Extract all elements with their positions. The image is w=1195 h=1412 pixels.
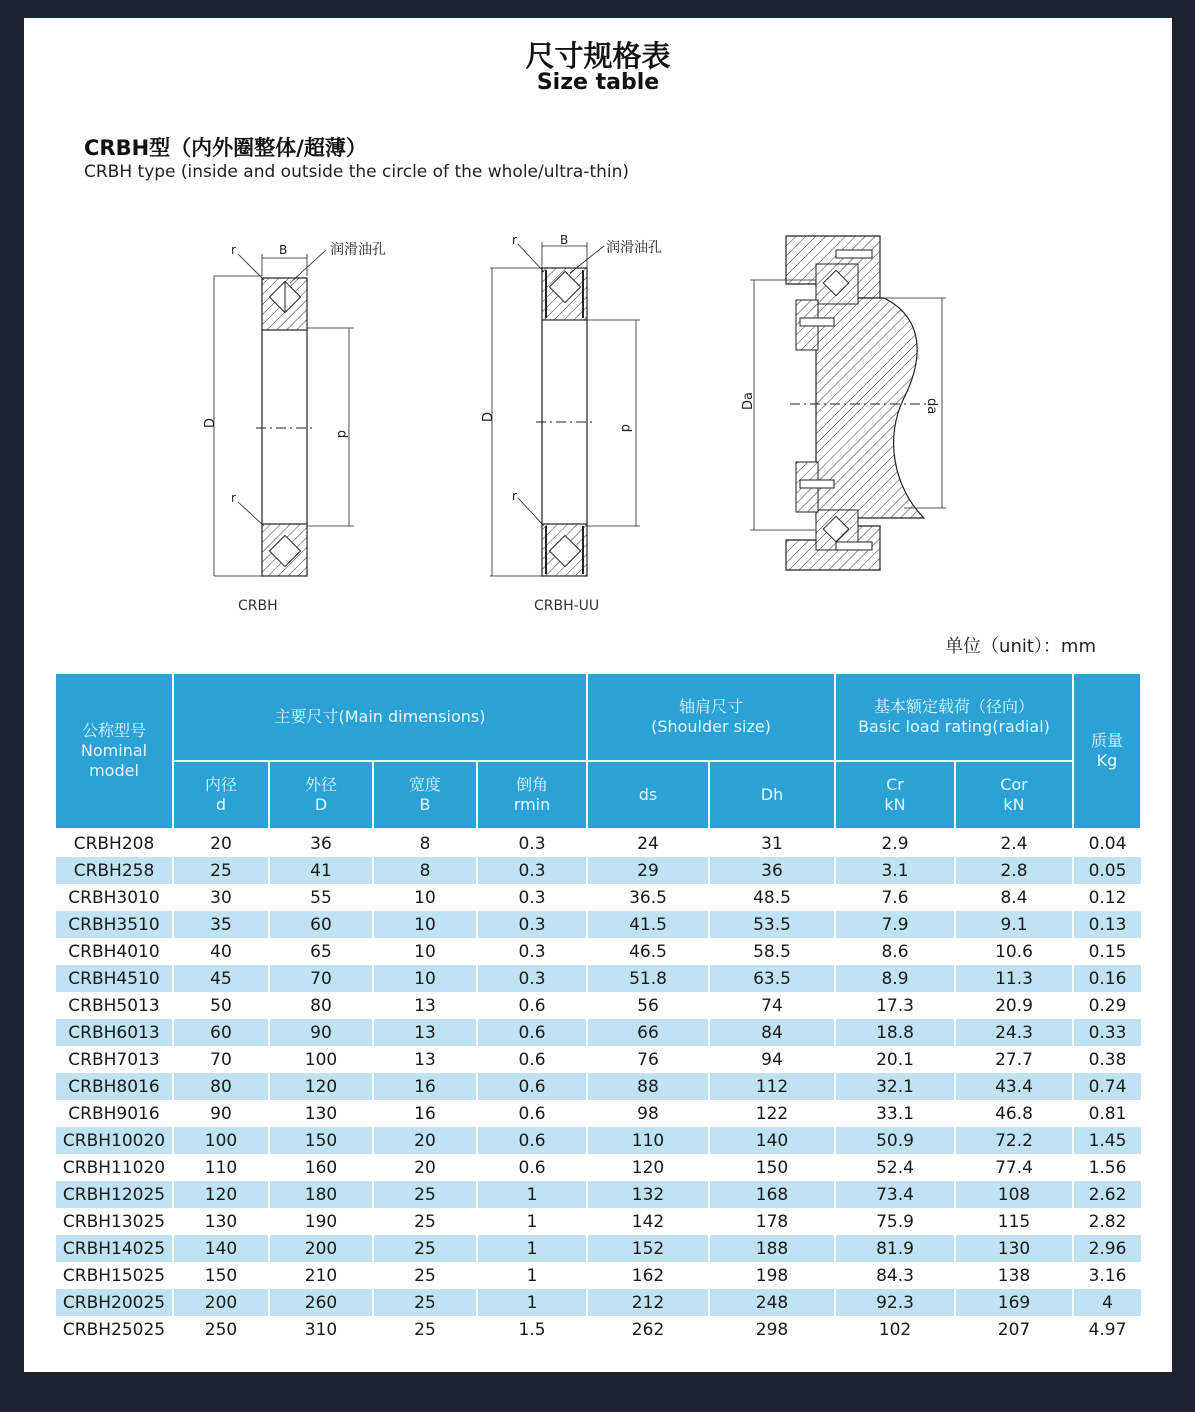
header-shoulder-size bbox=[587, 673, 835, 761]
cell-B: 13 bbox=[373, 1019, 477, 1046]
cell-ds: 76 bbox=[587, 1046, 709, 1073]
cell-B: 25 bbox=[373, 1289, 477, 1316]
cell-mass: 0.74 bbox=[1073, 1073, 1141, 1100]
cell-d: 250 bbox=[173, 1316, 269, 1343]
cell-rmin: 0.6 bbox=[477, 1154, 587, 1181]
cell-mass: 3.16 bbox=[1073, 1262, 1141, 1289]
cell-Cr: 81.9 bbox=[835, 1235, 955, 1262]
cell-rmin: 0.3 bbox=[477, 829, 587, 857]
header-main-dimensions: 主要尺寸(Main dimensions) bbox=[173, 673, 587, 761]
cell-mass: 1.45 bbox=[1073, 1127, 1141, 1154]
cell-ds: 142 bbox=[587, 1208, 709, 1235]
cell-D: 55 bbox=[269, 884, 373, 911]
cell-rmin: 1.5 bbox=[477, 1316, 587, 1343]
cell-model: CRBH258 bbox=[55, 857, 173, 884]
crbh-b-label: B bbox=[279, 243, 288, 257]
cell-mass: 2.96 bbox=[1073, 1235, 1141, 1262]
cell-rmin: 0.3 bbox=[477, 884, 587, 911]
cell-model: CRBH208 bbox=[55, 829, 173, 857]
cell-ds: 98 bbox=[587, 1100, 709, 1127]
header-mass-cn: 质量 bbox=[1090, 731, 1123, 750]
cell-mass: 0.38 bbox=[1073, 1046, 1141, 1073]
cell-Dh: 150 bbox=[709, 1154, 835, 1181]
header-load-en: Basic load rating(radial) bbox=[858, 717, 1050, 736]
table-row bbox=[55, 992, 1141, 1019]
cell-d: 45 bbox=[173, 965, 269, 992]
cell-Dh: 63.5 bbox=[709, 965, 835, 992]
cell-Dh: 84 bbox=[709, 1019, 835, 1046]
cell-Dh: 140 bbox=[709, 1127, 835, 1154]
cell-Cr: 102 bbox=[835, 1316, 955, 1343]
header-Cor-unit: kN bbox=[1003, 795, 1025, 814]
table-row bbox=[55, 829, 1141, 857]
cell-model: CRBH3010 bbox=[55, 884, 173, 911]
cell-ds: 132 bbox=[587, 1181, 709, 1208]
header-Cr-unit: kN bbox=[884, 795, 906, 814]
cell-d: 50 bbox=[173, 992, 269, 1019]
crbh-caption: CRBH bbox=[238, 598, 278, 614]
cell-d: 25 bbox=[173, 857, 269, 884]
cell-model: CRBH12025 bbox=[55, 1181, 173, 1208]
crbh-drawing bbox=[214, 250, 354, 576]
cell-rmin: 0.3 bbox=[477, 938, 587, 965]
crbh-D-label: D bbox=[203, 417, 218, 428]
cell-D: 260 bbox=[269, 1289, 373, 1316]
cell-D: 70 bbox=[269, 965, 373, 992]
cell-Cr: 18.8 bbox=[835, 1019, 955, 1046]
unit-label: 单位（unit）：mm bbox=[945, 636, 1096, 657]
cell-d: 90 bbox=[173, 1100, 269, 1127]
cell-ds: 51.8 bbox=[587, 965, 709, 992]
crbh-r-top-label: r bbox=[231, 243, 236, 257]
cell-mass: 0.15 bbox=[1073, 938, 1141, 965]
header-Cr bbox=[835, 761, 955, 829]
cell-Cor: 77.4 bbox=[955, 1154, 1073, 1181]
cell-Cor: 72.2 bbox=[955, 1127, 1073, 1154]
header-r-cn: 倒角 bbox=[515, 775, 548, 794]
cell-D: 120 bbox=[269, 1073, 373, 1100]
mounting-drawing bbox=[750, 236, 946, 570]
header-Dh: Dh bbox=[709, 761, 835, 829]
table-row bbox=[55, 1262, 1141, 1289]
cell-Cor: 11.3 bbox=[955, 965, 1073, 992]
header-D-sym: D bbox=[314, 795, 328, 814]
cell-Cr: 75.9 bbox=[835, 1208, 955, 1235]
cell-B: 25 bbox=[373, 1262, 477, 1289]
cell-Dh: 122 bbox=[709, 1100, 835, 1127]
cell-Dh: 298 bbox=[709, 1316, 835, 1343]
cell-Dh: 112 bbox=[709, 1073, 835, 1100]
table-row bbox=[55, 1289, 1141, 1316]
cell-D: 310 bbox=[269, 1316, 373, 1343]
cell-Cor: 20.9 bbox=[955, 992, 1073, 1019]
cell-D: 60 bbox=[269, 911, 373, 938]
cell-D: 210 bbox=[269, 1262, 373, 1289]
table-row bbox=[55, 911, 1141, 938]
cell-Cr: 7.6 bbox=[835, 884, 955, 911]
header-B bbox=[373, 761, 477, 829]
cell-model: CRBH10020 bbox=[55, 1127, 173, 1154]
cell-d: 30 bbox=[173, 884, 269, 911]
cell-B: 25 bbox=[373, 1181, 477, 1208]
cell-ds: 152 bbox=[587, 1235, 709, 1262]
cell-d: 140 bbox=[173, 1235, 269, 1262]
header-shoulder-en: (Shoulder size) bbox=[651, 717, 771, 736]
cell-model: CRBH3510 bbox=[55, 911, 173, 938]
cell-ds: 88 bbox=[587, 1073, 709, 1100]
cell-D: 90 bbox=[269, 1019, 373, 1046]
crbh-uu-r-top-label: r bbox=[512, 233, 517, 247]
cell-Cor: 10.6 bbox=[955, 938, 1073, 965]
cell-Cr: 8.6 bbox=[835, 938, 955, 965]
cell-model: CRBH6013 bbox=[55, 1019, 173, 1046]
cell-d: 200 bbox=[173, 1289, 269, 1316]
cell-B: 16 bbox=[373, 1100, 477, 1127]
cell-mass: 0.05 bbox=[1073, 857, 1141, 884]
table-row bbox=[55, 1235, 1141, 1262]
cell-mass: 4.97 bbox=[1073, 1316, 1141, 1343]
table-row bbox=[55, 1127, 1141, 1154]
cell-model: CRBH9016 bbox=[55, 1100, 173, 1127]
cell-model: CRBH4010 bbox=[55, 938, 173, 965]
header-ds: ds bbox=[587, 761, 709, 829]
cell-Cor: 169 bbox=[955, 1289, 1073, 1316]
cell-B: 13 bbox=[373, 992, 477, 1019]
crbh-uu-d-label: d bbox=[618, 424, 633, 433]
cell-Cr: 7.9 bbox=[835, 911, 955, 938]
header-r bbox=[477, 761, 587, 829]
mount-da-label: da bbox=[924, 398, 939, 415]
cell-mass: 0.04 bbox=[1073, 829, 1141, 857]
crbh-uu-caption: CRBH-UU bbox=[534, 598, 600, 614]
cell-model: CRBH8016 bbox=[55, 1073, 173, 1100]
page-title-cn: 尺寸规格表 bbox=[525, 39, 671, 73]
cell-mass: 0.13 bbox=[1073, 911, 1141, 938]
cell-Dh: 178 bbox=[709, 1208, 835, 1235]
cell-Cor: 24.3 bbox=[955, 1019, 1073, 1046]
bearing-drawings bbox=[24, 18, 1172, 618]
cell-ds: 41.5 bbox=[587, 911, 709, 938]
cell-Cor: 27.7 bbox=[955, 1046, 1073, 1073]
table-row bbox=[55, 1046, 1141, 1073]
cell-B: 20 bbox=[373, 1127, 477, 1154]
cell-B: 10 bbox=[373, 965, 477, 992]
header-B-cn: 宽度 bbox=[408, 775, 441, 794]
cell-Cor: 9.1 bbox=[955, 911, 1073, 938]
cell-D: 160 bbox=[269, 1154, 373, 1181]
cell-mass: 4 bbox=[1073, 1289, 1141, 1316]
cell-Cr: 2.9 bbox=[835, 829, 955, 857]
cell-rmin: 1 bbox=[477, 1262, 587, 1289]
header-model-en1: Nominal bbox=[80, 741, 148, 760]
header-model bbox=[55, 673, 173, 829]
cell-D: 41 bbox=[269, 857, 373, 884]
size-table-sheet bbox=[24, 18, 1172, 1372]
cell-Cr: 33.1 bbox=[835, 1100, 955, 1127]
cell-Dh: 188 bbox=[709, 1235, 835, 1262]
page-title-en: Size table bbox=[536, 70, 660, 95]
cell-d: 100 bbox=[173, 1127, 269, 1154]
cell-D: 180 bbox=[269, 1181, 373, 1208]
header-mass-unit: Kg bbox=[1096, 751, 1118, 770]
crbh-uu-drawing bbox=[490, 242, 640, 576]
cell-B: 20 bbox=[373, 1154, 477, 1181]
header-shoulder-cn: 轴肩尺寸 bbox=[678, 697, 743, 716]
header-Cor-sym: Cor bbox=[1000, 775, 1028, 794]
header-load-cn: 基本额定载荷（径向） bbox=[873, 697, 1034, 716]
cell-mass: 2.82 bbox=[1073, 1208, 1141, 1235]
cell-rmin: 1 bbox=[477, 1208, 587, 1235]
cell-Cor: 108 bbox=[955, 1181, 1073, 1208]
cell-Dh: 94 bbox=[709, 1046, 835, 1073]
cell-d: 110 bbox=[173, 1154, 269, 1181]
cell-d: 40 bbox=[173, 938, 269, 965]
cell-model: CRBH4510 bbox=[55, 965, 173, 992]
table-row bbox=[55, 1100, 1141, 1127]
cell-rmin: 0.6 bbox=[477, 1127, 587, 1154]
cell-ds: 36.5 bbox=[587, 884, 709, 911]
cell-Cr: 92.3 bbox=[835, 1289, 955, 1316]
cell-Cr: 20.1 bbox=[835, 1046, 955, 1073]
header-load-rating bbox=[835, 673, 1073, 761]
cell-Cor: 115 bbox=[955, 1208, 1073, 1235]
cell-B: 25 bbox=[373, 1235, 477, 1262]
cell-ds: 46.5 bbox=[587, 938, 709, 965]
cell-mass: 1.56 bbox=[1073, 1154, 1141, 1181]
cell-B: 25 bbox=[373, 1208, 477, 1235]
cell-Cr: 3.1 bbox=[835, 857, 955, 884]
cell-rmin: 0.6 bbox=[477, 1046, 587, 1073]
header-d-sym: d bbox=[215, 795, 227, 814]
cell-B: 16 bbox=[373, 1073, 477, 1100]
cell-rmin: 0.3 bbox=[477, 857, 587, 884]
cell-rmin: 0.6 bbox=[477, 992, 587, 1019]
cell-ds: 120 bbox=[587, 1154, 709, 1181]
cell-d: 70 bbox=[173, 1046, 269, 1073]
cell-rmin: 1 bbox=[477, 1181, 587, 1208]
cell-ds: 56 bbox=[587, 992, 709, 1019]
type-heading-cn: CRBH型（内外圈整体/超薄） bbox=[84, 136, 367, 160]
header-model-en2: model bbox=[89, 761, 139, 780]
cell-Cr: 17.3 bbox=[835, 992, 955, 1019]
table-row bbox=[55, 1316, 1141, 1343]
header-model-cn: 公称型号 bbox=[81, 721, 146, 740]
header-D bbox=[269, 761, 373, 829]
header-Cor bbox=[955, 761, 1073, 829]
cell-D: 100 bbox=[269, 1046, 373, 1073]
table-row bbox=[55, 1019, 1141, 1046]
cell-mass: 0.81 bbox=[1073, 1100, 1141, 1127]
cell-d: 35 bbox=[173, 911, 269, 938]
cell-Dh: 58.5 bbox=[709, 938, 835, 965]
cell-Cr: 32.1 bbox=[835, 1073, 955, 1100]
cell-Cor: 2.4 bbox=[955, 829, 1073, 857]
cell-Cr: 50.9 bbox=[835, 1127, 955, 1154]
table-row bbox=[55, 1073, 1141, 1100]
cell-D: 36 bbox=[269, 829, 373, 857]
cell-ds: 212 bbox=[587, 1289, 709, 1316]
cell-d: 60 bbox=[173, 1019, 269, 1046]
cell-B: 10 bbox=[373, 884, 477, 911]
cell-Dh: 31 bbox=[709, 829, 835, 857]
header-Cr-sym: Cr bbox=[886, 775, 904, 794]
mount-Da-label: Da bbox=[741, 392, 756, 410]
cell-D: 130 bbox=[269, 1100, 373, 1127]
crbh-uu-oil-hole-label: 润滑油孔 bbox=[606, 240, 662, 256]
cell-B: 13 bbox=[373, 1046, 477, 1073]
table-row bbox=[55, 1154, 1141, 1181]
table-row bbox=[55, 1181, 1141, 1208]
cell-mass: 2.62 bbox=[1073, 1181, 1141, 1208]
crbh-uu-D-label: D bbox=[481, 411, 496, 422]
cell-Cor: 2.8 bbox=[955, 857, 1073, 884]
crbh-r-bottom-label: r bbox=[231, 491, 236, 505]
cell-ds: 24 bbox=[587, 829, 709, 857]
crbh-d-label: d bbox=[334, 430, 349, 439]
cell-D: 190 bbox=[269, 1208, 373, 1235]
cell-B: 8 bbox=[373, 829, 477, 857]
header-d-cn: 内径 bbox=[204, 775, 237, 794]
table-row bbox=[55, 857, 1141, 884]
cell-Dh: 74 bbox=[709, 992, 835, 1019]
cell-model: CRBH13025 bbox=[55, 1208, 173, 1235]
cell-ds: 162 bbox=[587, 1262, 709, 1289]
cell-model: CRBH20025 bbox=[55, 1289, 173, 1316]
cell-B: 8 bbox=[373, 857, 477, 884]
cell-Dh: 53.5 bbox=[709, 911, 835, 938]
size-table-body bbox=[55, 829, 1141, 1343]
cell-Dh: 168 bbox=[709, 1181, 835, 1208]
cell-Cr: 73.4 bbox=[835, 1181, 955, 1208]
cell-Cor: 207 bbox=[955, 1316, 1073, 1343]
cell-d: 80 bbox=[173, 1073, 269, 1100]
header-mass bbox=[1073, 673, 1141, 829]
cell-Cor: 130 bbox=[955, 1235, 1073, 1262]
cell-D: 65 bbox=[269, 938, 373, 965]
cell-rmin: 1 bbox=[477, 1235, 587, 1262]
cell-mass: 0.29 bbox=[1073, 992, 1141, 1019]
cell-ds: 262 bbox=[587, 1316, 709, 1343]
cell-D: 150 bbox=[269, 1127, 373, 1154]
header-d bbox=[173, 761, 269, 829]
cell-Cor: 8.4 bbox=[955, 884, 1073, 911]
size-table bbox=[54, 672, 1142, 1343]
cell-B: 10 bbox=[373, 911, 477, 938]
cell-d: 20 bbox=[173, 829, 269, 857]
header-B-sym: B bbox=[419, 795, 431, 814]
cell-ds: 110 bbox=[587, 1127, 709, 1154]
cell-mass: 0.16 bbox=[1073, 965, 1141, 992]
type-heading-en: CRBH type (inside and outside the circle of the whole/ultra-thin) bbox=[84, 162, 630, 182]
header-D-cn: 外径 bbox=[304, 775, 337, 794]
cell-rmin: 0.3 bbox=[477, 965, 587, 992]
cell-mass: 0.12 bbox=[1073, 884, 1141, 911]
cell-d: 120 bbox=[173, 1181, 269, 1208]
cell-d: 130 bbox=[173, 1208, 269, 1235]
cell-Cr: 8.9 bbox=[835, 965, 955, 992]
cell-rmin: 0.3 bbox=[477, 911, 587, 938]
cell-D: 80 bbox=[269, 992, 373, 1019]
cell-rmin: 0.6 bbox=[477, 1100, 587, 1127]
cell-rmin: 0.6 bbox=[477, 1073, 587, 1100]
cell-model: CRBH7013 bbox=[55, 1046, 173, 1073]
cell-model: CRBH14025 bbox=[55, 1235, 173, 1262]
cell-mass: 0.33 bbox=[1073, 1019, 1141, 1046]
cell-model: CRBH5013 bbox=[55, 992, 173, 1019]
cell-model: CRBH11020 bbox=[55, 1154, 173, 1181]
table-row bbox=[55, 965, 1141, 992]
cell-model: CRBH15025 bbox=[55, 1262, 173, 1289]
crbh-uu-b-label: B bbox=[560, 233, 569, 247]
cell-Dh: 36 bbox=[709, 857, 835, 884]
cell-Cor: 43.4 bbox=[955, 1073, 1073, 1100]
cell-B: 25 bbox=[373, 1316, 477, 1343]
table-row bbox=[55, 884, 1141, 911]
cell-model: CRBH25025 bbox=[55, 1316, 173, 1343]
table-row bbox=[55, 1208, 1141, 1235]
crbh-uu-r-bottom-label: r bbox=[512, 489, 517, 503]
table-row bbox=[55, 938, 1141, 965]
cell-Cr: 52.4 bbox=[835, 1154, 955, 1181]
cell-Cr: 84.3 bbox=[835, 1262, 955, 1289]
cell-Dh: 248 bbox=[709, 1289, 835, 1316]
cell-ds: 66 bbox=[587, 1019, 709, 1046]
crbh-oil-hole-label: 润滑油孔 bbox=[330, 242, 386, 258]
cell-rmin: 0.6 bbox=[477, 1019, 587, 1046]
cell-ds: 29 bbox=[587, 857, 709, 884]
cell-Dh: 48.5 bbox=[709, 884, 835, 911]
cell-D: 200 bbox=[269, 1235, 373, 1262]
cell-d: 150 bbox=[173, 1262, 269, 1289]
cell-Cor: 138 bbox=[955, 1262, 1073, 1289]
cell-Cor: 46.8 bbox=[955, 1100, 1073, 1127]
cell-B: 10 bbox=[373, 938, 477, 965]
cell-rmin: 1 bbox=[477, 1289, 587, 1316]
header-r-sym: rmin bbox=[513, 795, 551, 814]
cell-Dh: 198 bbox=[709, 1262, 835, 1289]
